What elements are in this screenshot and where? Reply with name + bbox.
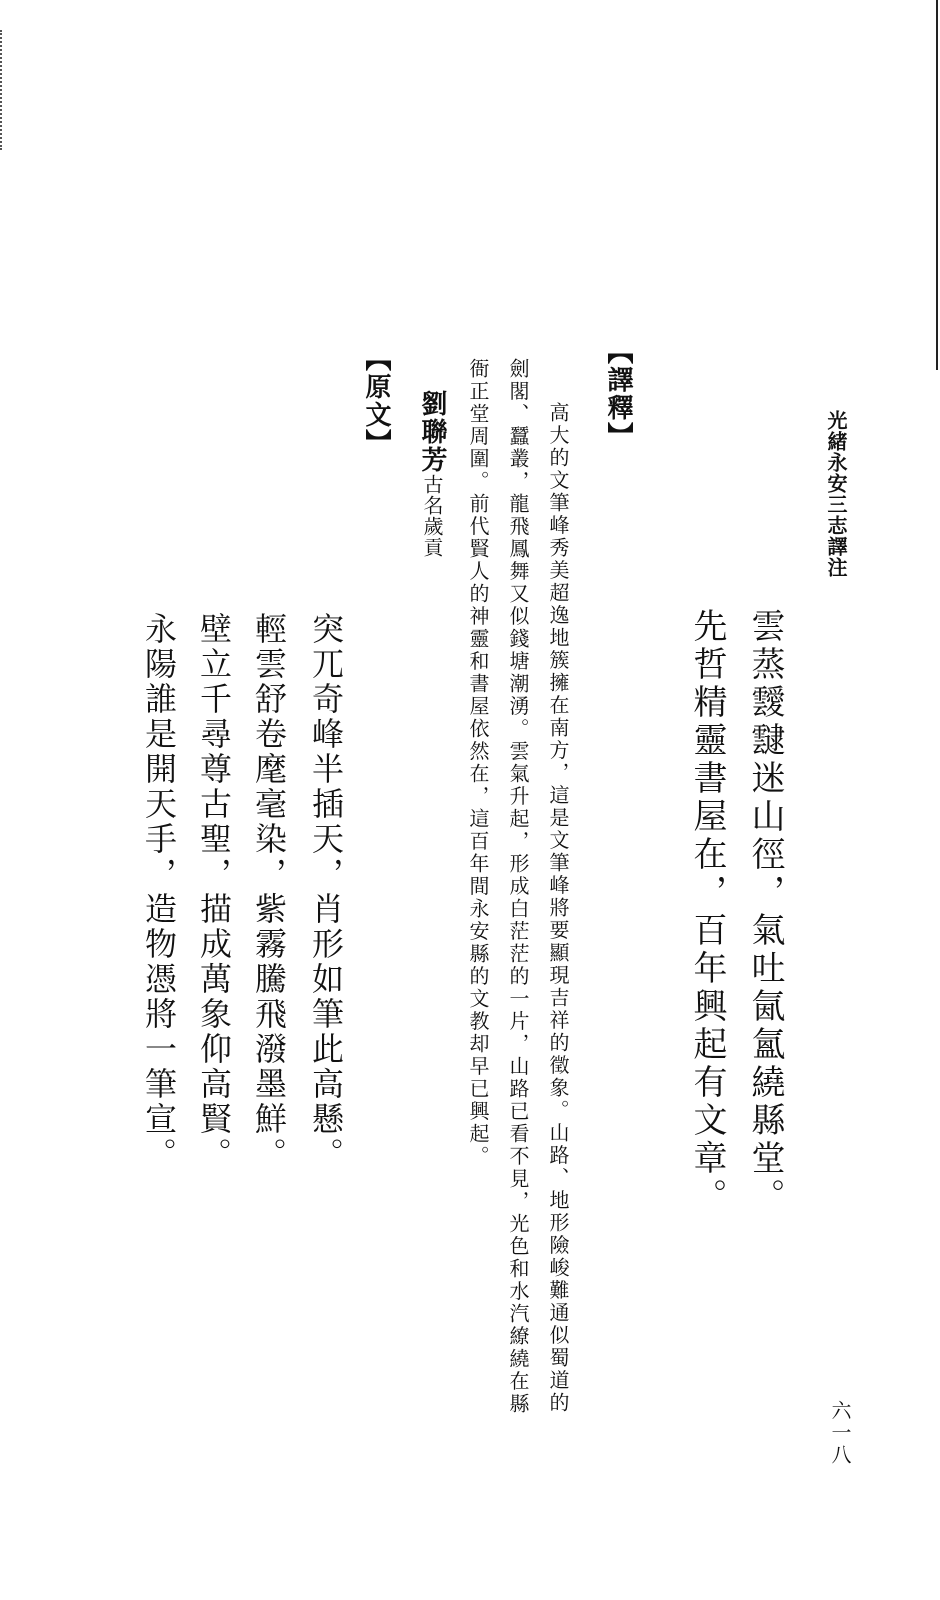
original-poem-line: 突兀奇峰半插天，肖形如筆此高懸。	[307, 612, 345, 1172]
translation-line: 衙正堂周圍。前代賢人的神靈和書屋依然在，這百年間永安縣的文教却早已興起。	[466, 358, 490, 1168]
poem-line: 先哲精靈書屋在，百年興起有文章。	[687, 608, 727, 1216]
translation-heading: 【譯釋】	[603, 338, 633, 450]
page-number: 六一八	[828, 1400, 852, 1466]
original-poem-line: 輕雲舒卷麾毫染，紫霧騰飛潑墨鮮。	[250, 612, 288, 1172]
running-title: 光緒永安三志譯注	[824, 410, 848, 578]
binding-edge	[0, 30, 5, 150]
original-poem-line: 永陽誰是開天手，造物憑將一筆宣。	[140, 612, 178, 1172]
original-heading: 【原文】	[361, 345, 391, 457]
poem-line: 雲蒸靉靆迷山徑，氣吐氤氳繞縣堂。	[745, 608, 785, 1216]
author-note: 古名歲貢	[420, 474, 444, 558]
author-line	[414, 390, 451, 558]
page-edge-rule	[936, 0, 938, 370]
original-poem-line: 壁立千尋尊古聖，描成萬象仰高賢。	[195, 612, 233, 1172]
author-name: 劉聯芳	[417, 390, 447, 474]
translation-line: 劍閣、蠶叢，龍飛鳳舞又似錢塘潮湧。雲氣升起，形成白茫茫的一片，山路已看不見，光色和水汽繚繞在縣	[506, 358, 530, 1416]
translation-line: 高大的文筆峰秀美超逸地簇擁在南方，這是文筆峰將要顯現吉祥的徵象。山路、地形險峻難通似蜀道的	[546, 402, 570, 1415]
